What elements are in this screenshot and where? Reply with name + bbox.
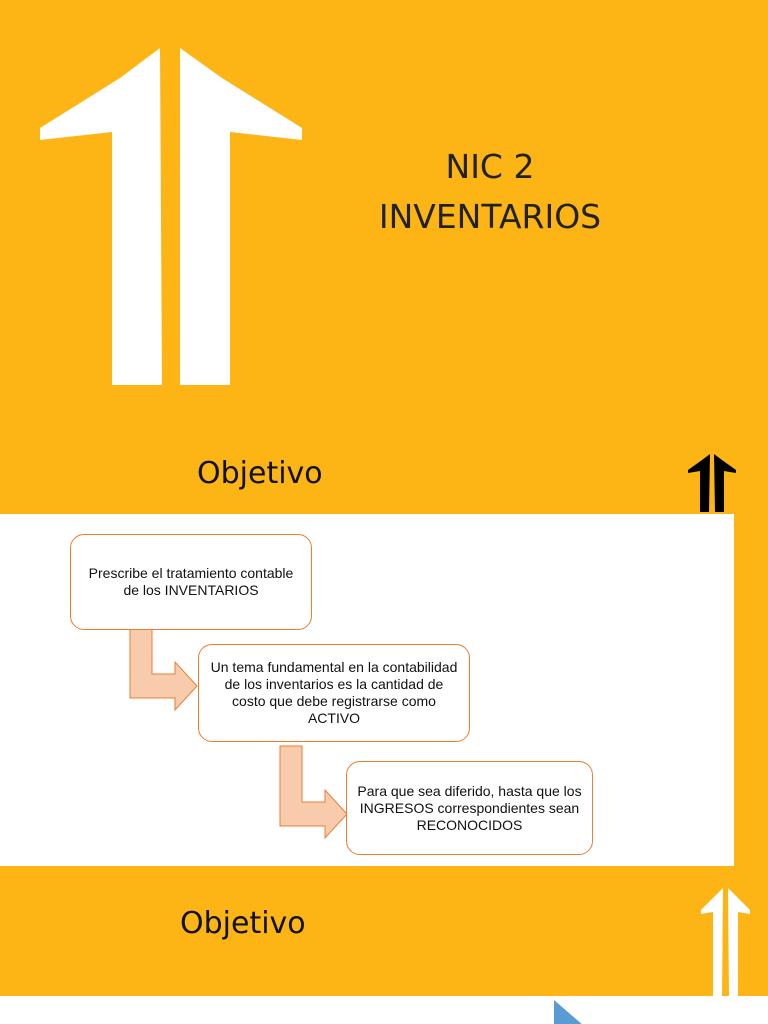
connector-arrow-1 xyxy=(125,624,205,714)
objective-slide xyxy=(0,452,768,866)
title-line-1: NIC 2 xyxy=(445,147,535,186)
connector-arrow-2 xyxy=(275,744,355,844)
step-box-1: Prescribe el tratamiento contable de los INVENTARIOS xyxy=(70,534,312,630)
double-arrow-up-icon xyxy=(699,886,753,998)
step-box-2: Un tema fundamental en la contabilidad de los inventarios es la cantidad de costo que debe registrarse como ACTIVO xyxy=(198,644,470,742)
slide-right-bar xyxy=(734,514,768,866)
double-arrow-up-icon xyxy=(30,40,310,390)
step-box-3: Para que sea diferido, hasta que los INGRESOS correspondientes sean RECONOCIDOS xyxy=(346,761,593,855)
blue-triangle-shape xyxy=(552,998,586,1024)
section-heading: Objetivo xyxy=(197,456,323,491)
objective-slide-next xyxy=(0,866,768,1024)
title-slide xyxy=(0,0,768,452)
title-line-2: INVENTARIOS xyxy=(378,197,602,236)
double-arrow-up-icon xyxy=(686,452,738,512)
section-heading: Objetivo xyxy=(180,906,306,941)
slide-header xyxy=(0,452,768,514)
slide-body-edge xyxy=(0,996,768,1024)
